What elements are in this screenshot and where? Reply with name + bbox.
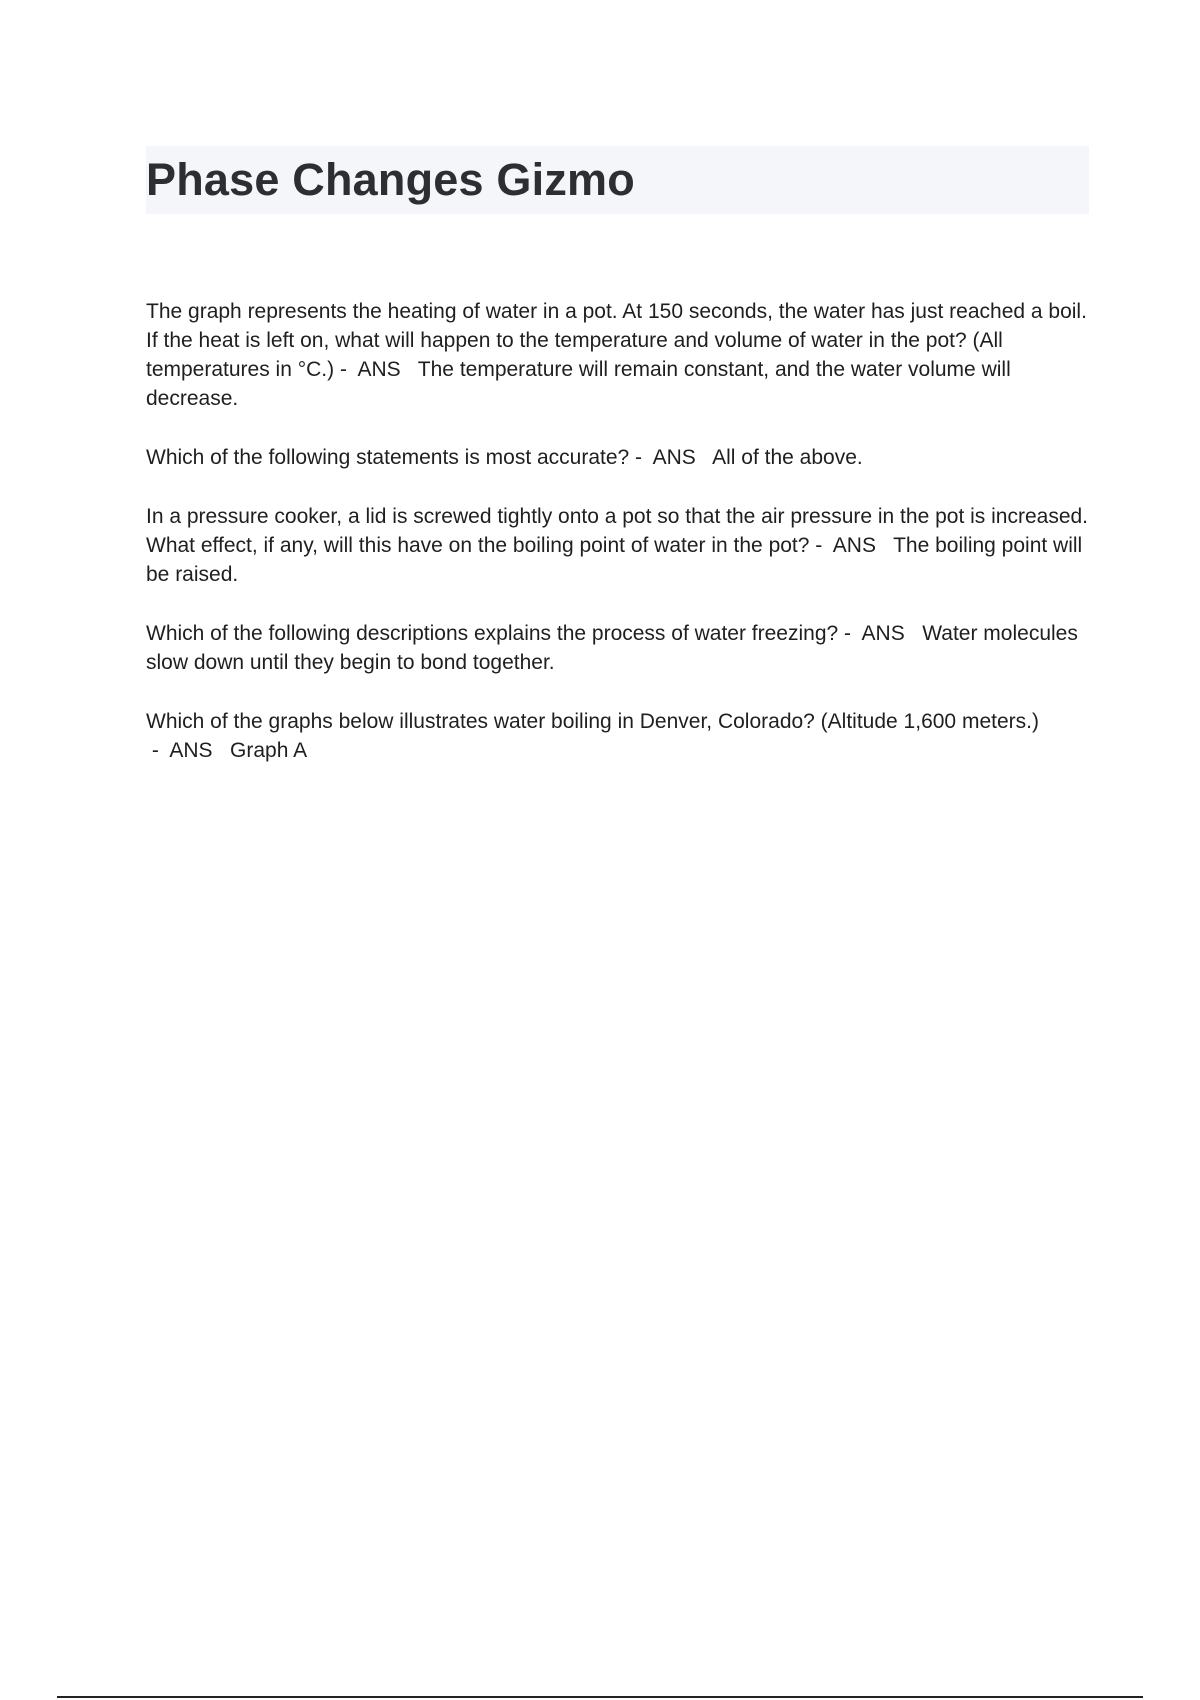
ans-label: ANS bbox=[832, 534, 876, 557]
page-title: Phase Changes Gizmo bbox=[146, 154, 635, 205]
qa-item-2: Which of the following statements is most accurate? - ANS All of the above. bbox=[146, 446, 863, 469]
ans-label: ANS bbox=[169, 739, 213, 762]
question-text: The graph represents the heating of water in a pot. At 150 seconds, the water has just reached a boil. If the heat is left on, what will happen to the temperature and volume of water in the pot? (All temperatures in °C.) bbox=[146, 300, 1087, 381]
question-text: In a pressure cooker, a lid is screwed tightly onto a pot so that the air pressure in the pot is increased. What effect, if any, will this have on the boiling point of water in the pot? bbox=[146, 505, 1089, 557]
ans-label: ANS bbox=[861, 622, 905, 645]
qa-item-4: Which of the following descriptions explains the process of water freezing? - ANS Water molecules slow down until they begin to bond together. bbox=[146, 622, 1078, 674]
answer-text: Water molecules slow down until they begin to bond together. bbox=[146, 622, 1078, 674]
question-text: Which of the following descriptions explains the process of water freezing? bbox=[146, 622, 839, 645]
title-band bbox=[146, 146, 1089, 214]
answer-text: The boiling point will be raised. bbox=[146, 534, 1083, 586]
qa-item-1: The graph represents the heating of water in a pot. At 150 seconds, the water has just reached a boil. If the heat is left on, what will happen to the temperature and volume of water in the pot? (All temperatures in °C.) - ANS The temperature will remain constant, and the water volume will decrease. bbox=[146, 300, 1087, 410]
qa-list bbox=[146, 297, 1091, 795]
ans-label: ANS bbox=[652, 446, 696, 469]
qa-item-3: In a pressure cooker, a lid is screwed tightly onto a pot so that the air pressure in the pot is increased. What effect, if any, will this have on the boiling point of water in the pot? - ANS The boiling point will be raised. bbox=[146, 505, 1089, 586]
answer-text: The temperature will remain constant, and the water volume will decrease. bbox=[146, 358, 1011, 410]
ans-label: ANS bbox=[357, 358, 401, 381]
answer-text: Graph A bbox=[230, 739, 308, 762]
answer-text: All of the above. bbox=[712, 446, 863, 469]
footer-divider bbox=[57, 1696, 1143, 1698]
question-text: Which of the graphs below illustrates water boiling in Denver, Colorado? (Altitude 1,600 meters.) bbox=[146, 710, 1039, 733]
question-text: Which of the following statements is most accurate? bbox=[146, 446, 630, 469]
qa-item-5: Which of the graphs below illustrates water boiling in Denver, Colorado? (Altitude 1,600 meters.) - ANS Graph A bbox=[146, 710, 1039, 762]
